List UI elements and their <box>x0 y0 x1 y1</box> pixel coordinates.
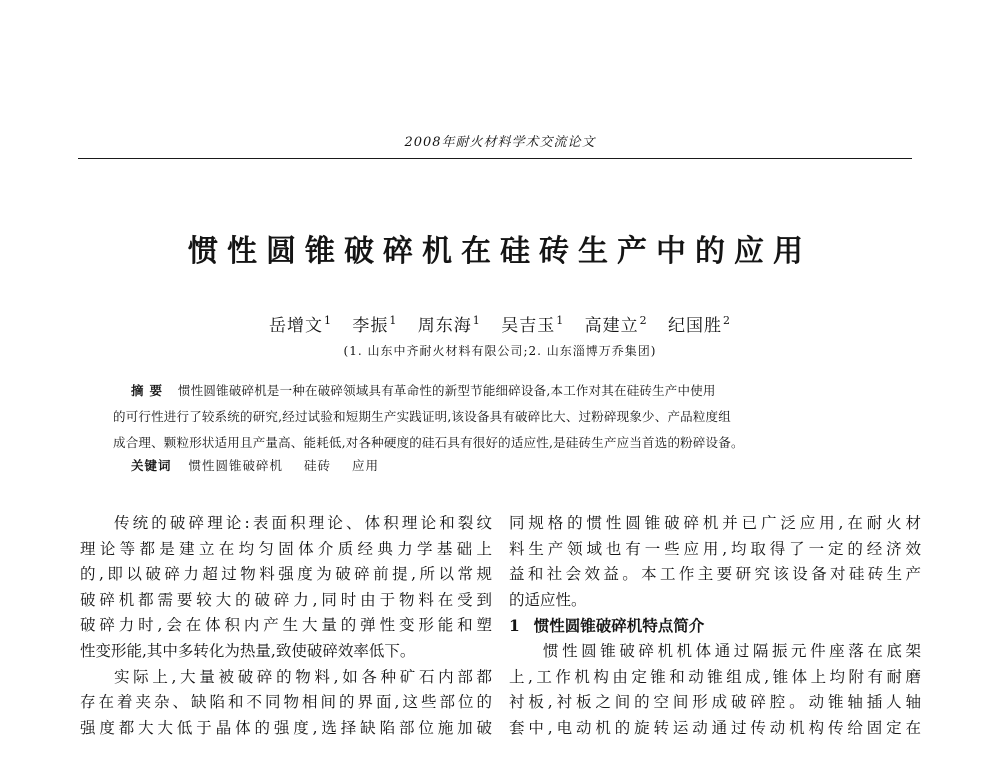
section-heading <box>509 613 921 639</box>
author <box>352 316 397 336</box>
body-line: 的适应性。 <box>509 590 587 609</box>
abstract <box>113 378 883 456</box>
body-line: 衬板,衬板之间的空间形成破碎腔。动锥轴插人轴 <box>509 693 921 712</box>
abstract-label: 摘要 <box>131 383 169 398</box>
author-name: 高建立 <box>584 316 639 336</box>
body-column-right <box>509 511 921 741</box>
author-affiliation-mark: 1 <box>472 314 481 327</box>
abstract-line: 的可行性进行了较系统的研究,经过试验和短期生产实践证明,该设备具有破碎比大、过粉碎现象少、产品粒度组 <box>113 409 731 424</box>
author-list <box>0 311 1000 336</box>
body-line: 存在着夹杂、缺陷和不同物相间的界面,这些部位的 <box>80 693 492 712</box>
body-line: 料生产领域也有一些应用,均取得了一定的经济效 <box>509 539 921 558</box>
author-affiliation-mark: 1 <box>556 314 565 327</box>
keyword: 硅砖 <box>304 458 332 473</box>
body-line: 破碎机都需要较大的破碎力,同时由于物料在受到 <box>80 590 492 609</box>
author-affiliation-mark: 2 <box>723 314 732 327</box>
body-line: 理论等都是建立在均匀固体介质经典力学基础上 <box>80 539 492 558</box>
keywords <box>131 456 395 474</box>
abstract-line: 成合理、颗粒形状适用且产量高、能耗低,对各种硬度的硅石具有很好的适应性,是硅砖生产应当首选的粉碎设备。 <box>113 435 744 450</box>
header-rule <box>78 158 912 159</box>
keyword: 应用 <box>352 458 380 473</box>
author-name: 吴吉玉 <box>501 316 556 336</box>
body-line: 强度都大大低于晶体的强度,选择缺陷部位施加破 <box>80 718 492 737</box>
body-line: 性变形能,其中多转化为热量,致使破碎效率低下。 <box>80 641 416 660</box>
body-line: 实际上,大量被破碎的物料,如各种矿石内部都 <box>114 667 492 686</box>
author <box>418 316 481 336</box>
author <box>269 316 332 336</box>
author <box>501 316 564 336</box>
affiliations: (1. 山东中齐耐火材料有限公司;2. 山东淄博万乔集团) <box>343 344 657 358</box>
author-name: 岳增文 <box>268 316 323 336</box>
section-title: 惯性圆锥破碎机特点简介 <box>533 616 705 636</box>
paper-title: 惯性圆锥破碎机在硅砖生产中的应用 <box>188 234 812 269</box>
author <box>668 316 731 336</box>
author-affiliation-mark: 2 <box>639 314 648 327</box>
author-name: 纪国胜 <box>668 316 723 336</box>
body-line: 传统的破碎理论:表面积理论、体积理论和裂纹 <box>114 514 492 532</box>
keyword: 惯性圆锥破碎机 <box>188 458 284 473</box>
body-line: 同规格的惯性圆锥破碎机并已广泛应用,在耐火材 <box>509 514 921 532</box>
keywords-label: 关键词 <box>131 458 172 473</box>
running-header: 2008年耐火材料学术交流论文 <box>404 135 596 150</box>
body-line: 套中,电动机的旋转运动通过传动机构传给固定在 <box>509 718 921 737</box>
section-number: 1 <box>509 616 520 636</box>
author <box>585 316 648 336</box>
author-name: 李振 <box>352 316 389 336</box>
body-line: 惯性圆锥破碎机机体通过隔振元件座落在底架 <box>543 641 921 660</box>
abstract-text: 惯性圆锥破碎机是一种在破碎领域具有革命性的新型节能细碎设备,本工作对其在硅砖生产中使用 <box>178 383 716 398</box>
author-affiliation-mark: 1 <box>323 314 332 327</box>
body-line: 上,工作机构由定锥和动锥组成,锥体上均附有耐磨 <box>509 667 921 686</box>
author-affiliation-mark: 1 <box>389 314 398 327</box>
author-name: 周东海 <box>417 316 472 336</box>
body-column-left <box>80 511 492 741</box>
body-line: 破碎力时,会在体积内产生大量的弹性变形能和塑 <box>80 616 492 635</box>
abstract-line <box>113 378 883 404</box>
body-line: 的,即以破碎力超过物料强度为破碎前提,所以常规 <box>80 565 492 584</box>
body-line: 益和社会效益。本工作主要研究该设备对硅砖生产 <box>509 565 921 584</box>
